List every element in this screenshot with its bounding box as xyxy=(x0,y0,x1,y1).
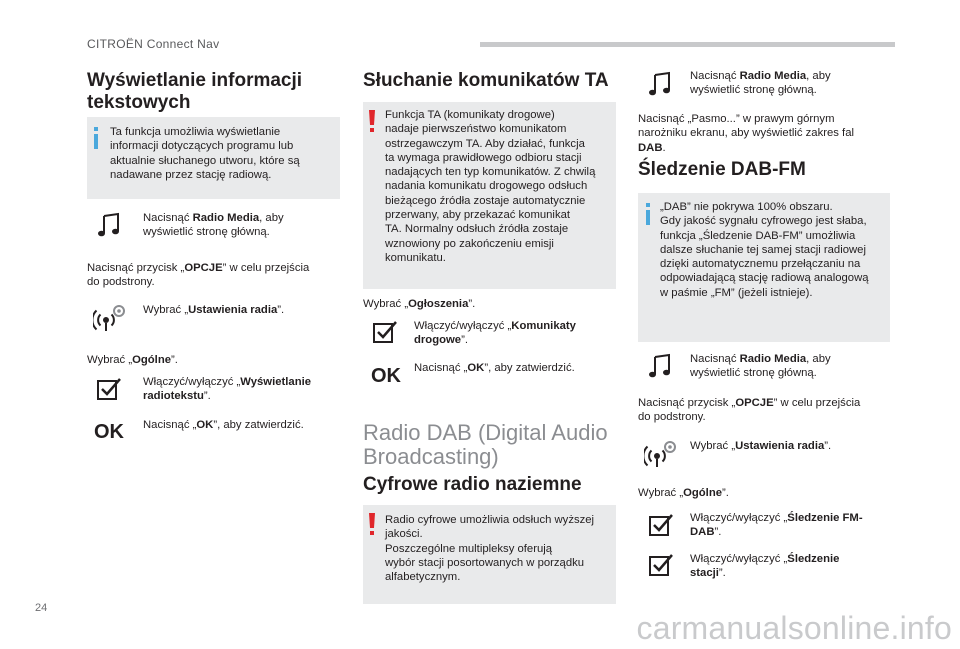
music-note-icon xyxy=(648,71,672,97)
step-radio-media: Nacisnąć Radio Media, aby wyświetlić stronę główną. xyxy=(690,70,831,97)
step-options: Nacisnąć przycisk „OPCJE” w celu przejścia do podstrony. xyxy=(87,262,310,289)
music-note-icon xyxy=(648,353,672,379)
step-band: Nacisnąć „Pasmo...” w prawym górnym narożniku ekranu, aby wyświetlić zakres fal DAB. xyxy=(638,113,854,154)
section-title-text-info: Wyświetlanie informacji tekstowych xyxy=(87,70,303,113)
warning-text-ta: Funkcja TA (komunikaty drogowe) nadaje pierwszeństwo komunikatom ostrzegawczym TA. Aby działać, funkcja ta wymaga prawidłowego odbioru stacji nadających ten typ komunikatów. Z chwilą nadania komunikatu drogowego odsłuch bieżącego źródła zostaje automatycznie przerwany, aby przekazać komunikat TA. Normalny odsłuch źródła zostaje wznowiony po zakończeniu emisji komunikatu. xyxy=(385,109,596,264)
ok-button-icon: OK xyxy=(371,365,401,387)
info-icon xyxy=(643,203,653,225)
section-title-dab-fm: Śledzenie DAB-FM xyxy=(638,159,806,180)
ok-button-icon: OK xyxy=(94,421,124,443)
step-toggle-radiotext: Włączyć/wyłączyć „Wyświetlanie radiotekstu”. xyxy=(143,376,312,403)
step-radio-media-2: Nacisnąć Radio Media, aby wyświetlić stronę główną. xyxy=(690,353,831,380)
step-confirm: Nacisnąć „OK”, aby zatwierdzić. xyxy=(414,362,575,374)
step-toggle-traffic: Włączyć/wyłączyć „Komunikaty drogowe”. xyxy=(414,320,576,347)
info-text: Ta funkcja umożliwia wyświetlanie informacji dotyczących programu lub aktualnie słuchanego utworu, które są nadawane przez stację radiową. xyxy=(110,126,300,181)
header-brand: CITROËN Connect Nav xyxy=(87,37,220,51)
warning-icon xyxy=(367,513,377,537)
page-number: 24 xyxy=(35,602,48,614)
warning-icon xyxy=(367,110,377,134)
section-title-dab: Radio DAB (Digital Audio Broadcasting) xyxy=(363,420,608,469)
info-text-dab: „DAB” nie pokrywa 100% obszaru. Gdy jakość sygnału cyfrowego jest słaba, funkcja „Śledzenie DAB-FM” umożliwia dalsze słuchanie tej samej stacji radiowej dzięki automatycznemu przełączaniu na odpowiadającą stację radiową analogową w paśmie „FM” (jeżeli istnieje). xyxy=(660,201,869,299)
checkbox-icon xyxy=(648,513,674,537)
step-confirm: Nacisnąć „OK”, aby zatwierdzić. xyxy=(143,419,304,431)
step-radio-settings: Wybrać „Ustawienia radia”. xyxy=(143,304,285,316)
checkbox-icon xyxy=(372,320,398,344)
header-bar xyxy=(480,42,895,47)
radio-settings-icon xyxy=(644,439,678,469)
radio-settings-icon xyxy=(93,303,127,333)
step-announcements: Wybrać „Ogłoszenia”. xyxy=(363,298,476,310)
step-toggle-dab-fm: Włączyć/wyłączyć „Śledzenie FM- DAB”. xyxy=(690,512,863,539)
checkbox-icon xyxy=(648,553,674,577)
step-radio-media: Nacisnąć Radio Media, aby wyświetlić stronę główną. xyxy=(143,212,284,239)
step-toggle-station-follow: Włączyć/wyłączyć „Śledzenie stacji”. xyxy=(690,553,840,580)
checkbox-icon xyxy=(96,377,122,401)
section-subtitle-digital: Cyfrowe radio naziemne xyxy=(363,474,582,495)
step-radio-settings-2: Wybrać „Ustawienia radia”. xyxy=(690,440,832,452)
music-note-icon xyxy=(97,212,121,238)
section-title-ta: Słuchanie komunikatów TA xyxy=(363,70,609,91)
step-general-2: Wybrać „Ogólne”. xyxy=(638,487,729,499)
info-icon xyxy=(91,127,101,149)
warning-text-digital: Radio cyfrowe umożliwia odsłuch wyższej jakości. Poszczególne multipleksy oferują wybór stacji posortowanych w porządku alfabetycznym. xyxy=(385,514,595,584)
step-general: Wybrać „Ogólne”. xyxy=(87,354,178,366)
step-options-2: Nacisnąć przycisk „OPCJE” w celu przejścia do podstrony. xyxy=(638,397,861,424)
watermark: carmanualsonline.info xyxy=(636,610,952,646)
